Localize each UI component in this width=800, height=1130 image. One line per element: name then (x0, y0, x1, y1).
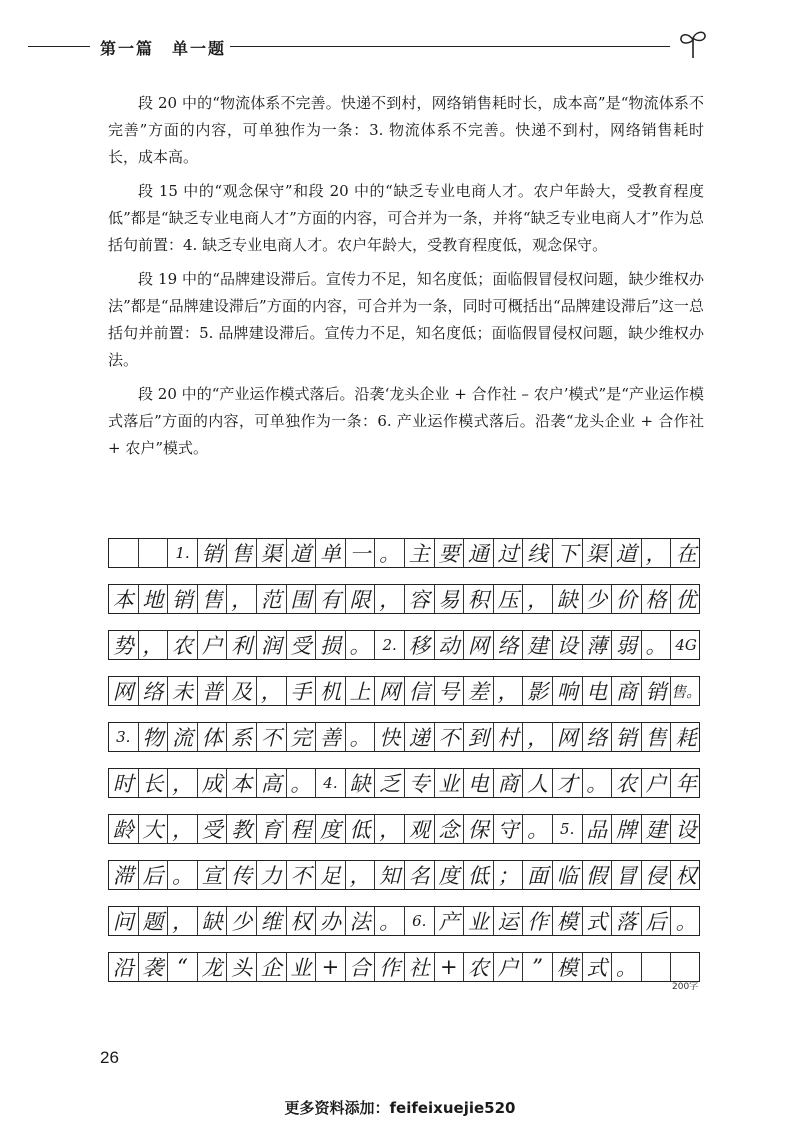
grid-cell: 销 (198, 539, 228, 567)
grid-cell: 下 (553, 539, 583, 567)
grid-cell: 建 (523, 631, 553, 659)
grid-cell: 大 (139, 815, 169, 843)
grid-cell: 高 (257, 769, 287, 797)
grid-row (108, 952, 700, 982)
paragraph: 段 20 中的“物流体系不完善。快递不到村，网络销售耗时长，成本高”是“物流体系不完善”方面的内容，可单独作为一条：3. 物流体系不完善。快递不到村，网络销售耗时长，成本高。 (108, 94, 704, 166)
grid-cell: 袭 (139, 953, 169, 981)
sprout-icon (676, 26, 710, 60)
grid-cell: 临 (553, 861, 583, 889)
grid-cell: 影 (523, 677, 553, 705)
grid-cell: 薄 (583, 631, 613, 659)
grid-row (108, 538, 700, 568)
grid-cell: 题 (139, 907, 169, 935)
grid-cell: 势 (109, 631, 139, 659)
grid-cell: 式 (583, 953, 613, 981)
grid-cell: 。 (642, 631, 672, 659)
grid-cell: 教 (227, 815, 257, 843)
grid-cell: ， (346, 861, 376, 889)
word-count-mark: 200字 (672, 982, 699, 992)
grid-cell: 销 (612, 723, 642, 751)
footer-contact: 更多资料添加：feifeixuejie520 (284, 1099, 516, 1117)
grid-cell: 度 (316, 815, 346, 843)
grid-cell: 电 (464, 769, 494, 797)
grid-cell: 道 (612, 539, 642, 567)
grid-cell: 压 (494, 585, 524, 613)
grid-cell: 维 (257, 907, 287, 935)
grid-cell: 及 (227, 677, 257, 705)
grid-cell: 农 (168, 631, 198, 659)
grid-cell: 网 (109, 677, 139, 705)
grid-cell: 力 (257, 861, 287, 889)
grid-cell: 单 (316, 539, 346, 567)
grid-cell: 本 (109, 585, 139, 613)
grid-row (108, 722, 700, 752)
grid-cell: 售。 (671, 682, 701, 701)
grid-cell: 建 (642, 815, 672, 843)
grid-cell: 地 (139, 585, 169, 613)
grid-cell: 作 (523, 907, 553, 935)
grid-cell: 设 (675, 818, 697, 842)
grid-cell: 。 (583, 769, 613, 797)
grid-cell: 络 (494, 631, 524, 659)
grid-cell: 模 (553, 907, 583, 935)
grid-cell: 主 (405, 539, 435, 567)
grid-cell: 成 (198, 769, 228, 797)
grid-cell: 流 (168, 723, 198, 751)
grid-cell: 育 (257, 815, 287, 843)
grid-cell: 品 (583, 815, 613, 843)
grid-cell: 物 (139, 723, 169, 751)
grid-cell: 差 (464, 677, 494, 705)
grid-cell: 社 (405, 953, 435, 981)
grid-row (108, 584, 700, 614)
grid-cell: 快 (375, 723, 405, 751)
grid-cell: 销 (168, 585, 198, 613)
grid-cell: 信 (405, 677, 435, 705)
grid-cell: 4. (316, 769, 346, 797)
grid-cell: 要 (435, 539, 465, 567)
grid-cell: 不 (287, 861, 317, 889)
grid-cell: 农 (464, 953, 494, 981)
grid-cell: 有 (316, 585, 346, 613)
grid-cell: 响 (553, 677, 583, 705)
grid-row (108, 860, 700, 890)
grid-cell: 受 (287, 631, 317, 659)
grid-cell (139, 539, 169, 567)
grid-cell: 冒 (612, 861, 642, 889)
grid-cell: ” (523, 953, 553, 981)
grid-cell: 。 (375, 539, 405, 567)
grid-cell: 本 (227, 769, 257, 797)
grid-cell: ， (642, 539, 672, 567)
grid-cell: 户 (642, 769, 672, 797)
grid-cell: 5. (553, 815, 583, 843)
grid-cell: ， (168, 815, 198, 843)
grid-cell: 售 (227, 539, 257, 567)
grid-cell: 售 (642, 723, 672, 751)
paragraph: 段 20 中的“产业运作模式落后。沿袭‘龙头企业 + 合作社 – 农户’模式”是“产业运作模式落后”方面的内容，可单独作为一条：6. 产业运作模式落后。沿袭“龙头企业 + 合作社 + 农户”模式。 (108, 385, 704, 457)
grid-cell: 不 (257, 723, 287, 751)
grid-cell (671, 953, 701, 981)
grid-cell: 办 (316, 907, 346, 935)
grid-cell: 格 (642, 585, 672, 613)
grid-cell: 商 (612, 677, 642, 705)
grid-cell: 时 (109, 769, 139, 797)
grid-cell: ， (375, 815, 405, 843)
grid-cell: 络 (139, 677, 169, 705)
grid-cell: ， (168, 907, 198, 935)
grid-cell: 权 (287, 907, 317, 935)
grid-cell: 。 (346, 631, 376, 659)
grid-cell: 围 (287, 585, 317, 613)
grid-cell: 未 (168, 677, 198, 705)
grid-cell: 1. (168, 539, 198, 567)
grid-cell: ， (375, 585, 405, 613)
grid-cell: “ (168, 953, 198, 981)
grid-cell: 渠 (583, 539, 613, 567)
grid-cell: 不 (435, 723, 465, 751)
grid-cell: 守 (494, 815, 524, 843)
grid-cell: 观 (405, 815, 435, 843)
grid-cell: 户 (494, 953, 524, 981)
grid-cell: 传 (227, 861, 257, 889)
grid-cell: 一 (346, 539, 376, 567)
grid-cell: 。 (612, 953, 642, 981)
grid-cell: 4G (675, 636, 697, 654)
grid-cell: 道 (287, 539, 317, 567)
page-header (0, 26, 800, 66)
grid-cell: 利 (227, 631, 257, 659)
grid-cell: 沿 (109, 953, 139, 981)
grid-cell: 权 (675, 864, 697, 888)
grid-cell: 线 (523, 539, 553, 567)
grid-cell: 户 (198, 631, 228, 659)
grid-cell: 设 (553, 631, 583, 659)
grid-cell: 6. (405, 907, 435, 935)
grid-cell: 限 (346, 585, 376, 613)
grid-cell: 缺 (346, 769, 376, 797)
grid-cell: 缺 (198, 907, 228, 935)
header-rule-right (230, 46, 670, 47)
grid-cell: 假 (583, 861, 613, 889)
grid-cell: 长 (139, 769, 169, 797)
grid-cell: 少 (227, 907, 257, 935)
grid-cell: 面 (523, 861, 553, 889)
grid-cell: 网 (375, 677, 405, 705)
grid-cell: 保 (464, 815, 494, 843)
grid-cell: 低 (464, 861, 494, 889)
grid-cell (109, 539, 139, 567)
grid-cell: 体 (198, 723, 228, 751)
grid-cell: 。 (523, 815, 553, 843)
grid-cell: 业 (464, 907, 494, 935)
grid-cell: 积 (464, 585, 494, 613)
grid-cell: 耗 (675, 726, 697, 750)
grid-cell: 。 (168, 861, 198, 889)
grid-cell: 递 (405, 723, 435, 751)
grid-cell: 作 (375, 953, 405, 981)
grid-cell: 电 (583, 677, 613, 705)
grid-cell: 机 (316, 677, 346, 705)
grid-cell: 缺 (553, 585, 583, 613)
grid-row (108, 676, 700, 706)
grid-cell: ， (494, 677, 524, 705)
grid-cell: 价 (612, 585, 642, 613)
grid-cell: 上 (346, 677, 376, 705)
grid-cell: 合 (346, 953, 376, 981)
grid-cell: 润 (257, 631, 287, 659)
grid-cell: 念 (435, 815, 465, 843)
grid-row (108, 906, 700, 936)
grid-cell: 。 (375, 907, 405, 935)
grid-cell: 到 (464, 723, 494, 751)
grid-cell: 龄 (109, 815, 139, 843)
paragraph: 段 15 中的“观念保守”和段 20 中的“缺乏专业电商人才。农户年龄大，受教育程度低”都是“缺乏专业电商人才”方面的内容，可合并为一条，并将“缺乏专业电商人才”作为总括句前置：4. 缺乏专业电商人才。农户年龄大，受教育程度低，观念保守。 (108, 182, 704, 254)
grid-cell: 业 (435, 769, 465, 797)
grid-cell: 滞 (109, 861, 139, 889)
page-number: 26 (100, 1048, 119, 1067)
grid-cell: 侵 (642, 861, 672, 889)
grid-cell: ， (168, 769, 198, 797)
grid-cell: 法 (346, 907, 376, 935)
grid-cell: 年 (675, 772, 697, 796)
grid-cell: 名 (405, 861, 435, 889)
grid-cell: 销 (642, 677, 672, 705)
grid-cell: 后 (139, 861, 169, 889)
grid-cell: 企 (257, 953, 287, 981)
grid-cell: 模 (553, 953, 583, 981)
grid-cell: + (316, 953, 346, 981)
grid-cell: 度 (435, 861, 465, 889)
grid-cell: 宣 (198, 861, 228, 889)
grid-cell: ， (523, 723, 553, 751)
grid-cell: 过 (494, 539, 524, 567)
grid-row (108, 630, 700, 660)
grid-cell: 产 (435, 907, 465, 935)
grid-row (108, 768, 700, 798)
grid-cell: 手 (287, 677, 317, 705)
grid-cell: 优 (675, 588, 697, 612)
header-rule-left (28, 46, 90, 47)
grid-cell: 足 (316, 861, 346, 889)
grid-cell: 受 (198, 815, 228, 843)
grid-cell: ， (523, 585, 553, 613)
grid-cell: 。 (675, 910, 697, 934)
explanation-paragraphs (108, 90, 704, 469)
grid-cell: 弱 (612, 631, 642, 659)
grid-cell: 低 (346, 815, 376, 843)
grid-cell: 程 (287, 815, 317, 843)
grid-cell: 善 (316, 723, 346, 751)
grid-cell: 普 (198, 677, 228, 705)
grid-cell: 通 (464, 539, 494, 567)
grid-cell: ， (139, 631, 169, 659)
grid-cell: 人 (523, 769, 553, 797)
grid-cell: 售 (198, 585, 228, 613)
grid-cell: 。 (346, 723, 376, 751)
grid-cell: 龙 (198, 953, 228, 981)
grid-cell: 牌 (612, 815, 642, 843)
grid-cell: 络 (583, 723, 613, 751)
grid-cell: 才 (553, 769, 583, 797)
grid-cell: + (435, 953, 465, 981)
grid-cell: 网 (464, 631, 494, 659)
grid-cell: 网 (553, 723, 583, 751)
grid-cell: 3. (109, 723, 139, 751)
grid-cell: 农 (612, 769, 642, 797)
grid-cell: 易 (435, 585, 465, 613)
grid-cell: 运 (494, 907, 524, 935)
grid-cell: 村 (494, 723, 524, 751)
grid-cell: 。 (287, 769, 317, 797)
grid-cell: 知 (375, 861, 405, 889)
grid-cell: 系 (227, 723, 257, 751)
grid-cell: 落 (612, 907, 642, 935)
answer-grid (108, 538, 700, 998)
grid-cell: ， (227, 585, 257, 613)
grid-cell: 业 (287, 953, 317, 981)
grid-cell: 后 (642, 907, 672, 935)
grid-cell: 完 (287, 723, 317, 751)
grid-cell: 移 (405, 631, 435, 659)
grid-cell: 专 (405, 769, 435, 797)
grid-cell: 范 (257, 585, 287, 613)
grid-cell: 在 (675, 542, 697, 566)
grid-cell: 头 (227, 953, 257, 981)
grid-cell: 商 (494, 769, 524, 797)
grid-cell: 乏 (375, 769, 405, 797)
grid-cell: 少 (583, 585, 613, 613)
grid-cell: 2. (375, 631, 405, 659)
grid-row (108, 814, 700, 844)
grid-cell: 问 (109, 907, 139, 935)
paragraph: 段 19 中的“品牌建设滞后。宣传力不足，知名度低；面临假冒侵权问题，缺少维权办法”都是“品牌建设滞后”方面的内容，可合并为一条，同时可概括出“品牌建设滞后”这一总括句并前置：5. 品牌建设滞后。宣传力不足，知名度低；面临假冒侵权问题，缺少维权办法。 (108, 270, 704, 369)
grid-cell: 号 (435, 677, 465, 705)
grid-cell (642, 953, 672, 981)
grid-cell: 式 (583, 907, 613, 935)
grid-cell: 动 (435, 631, 465, 659)
grid-cell: 损 (316, 631, 346, 659)
grid-cell: 渠 (257, 539, 287, 567)
grid-cell: ； (494, 861, 524, 889)
section-title: 第一篇 单一题 (100, 39, 227, 58)
grid-cell: 容 (405, 585, 435, 613)
grid-cell: ， (257, 677, 287, 705)
